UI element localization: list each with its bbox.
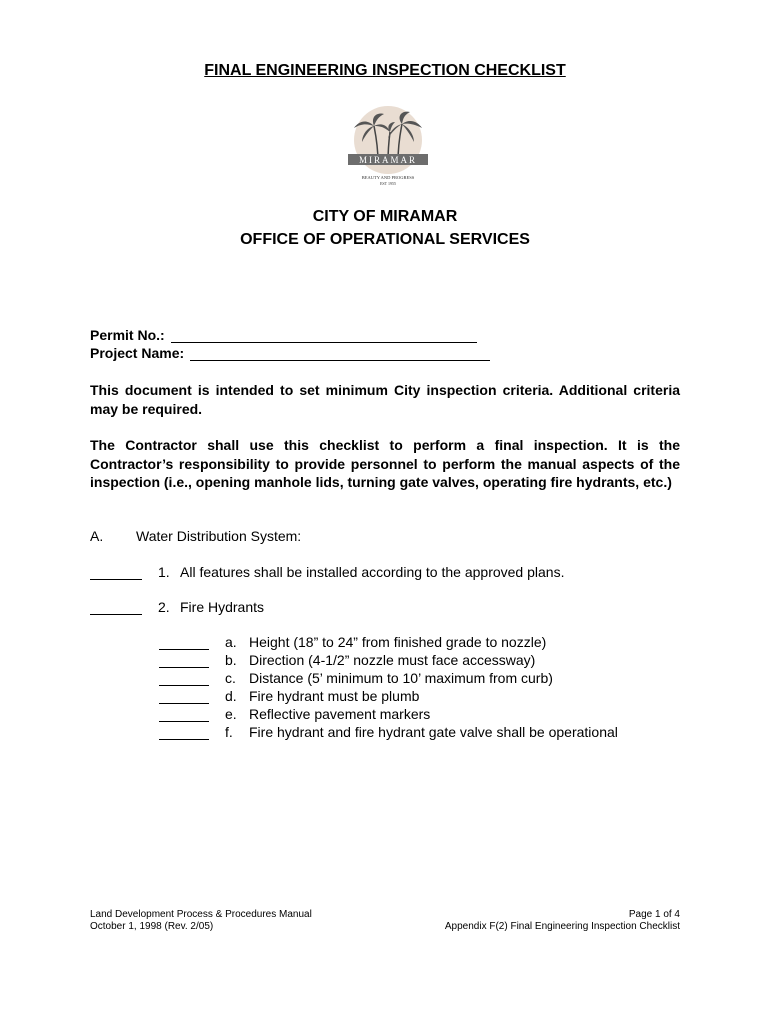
project-name-input-line[interactable] bbox=[190, 346, 490, 361]
footer-manual-title: Land Development Process & Procedures Manual bbox=[90, 909, 312, 920]
permit-field bbox=[90, 327, 477, 343]
footer-page-number: Page 1 of 4 bbox=[628, 909, 680, 920]
org-office: OFFICE OF OPERATIONAL SERVICES bbox=[240, 231, 530, 248]
item-text: All features shall be installed according to the approved plans. bbox=[180, 564, 565, 580]
miramar-seal-logo bbox=[340, 104, 436, 190]
footer-date: October 1, 1998 (Rev. 2/05) bbox=[90, 921, 214, 932]
subitem-text: Distance (5’ minimum to 10’ maximum from curb) bbox=[249, 670, 553, 686]
project-name-field bbox=[90, 345, 490, 361]
checklist-subitem bbox=[159, 670, 553, 686]
logo-wordmark: MIRAMAR bbox=[358, 155, 418, 165]
subitem-text: Fire hydrant and fire hydrant gate valve shall be operational bbox=[249, 724, 618, 740]
project-name-label: Project Name: bbox=[90, 345, 185, 361]
permit-label: Permit No.: bbox=[90, 327, 165, 343]
footer-right bbox=[445, 909, 680, 933]
intro-paragraph-contractor: The Contractor shall use this checklist to perform a final inspection. It is the Contractor’s responsibility to provide personnel to perform the manual aspects of the inspection (i.e., opening manhole lids, turning gate valves, operating fire hydrants, etc.) bbox=[90, 437, 680, 490]
logo-tagline: BEAUTY AND PROGRESS bbox=[361, 175, 415, 180]
checklist-blank[interactable] bbox=[90, 566, 142, 580]
item-text: Fire Hydrants bbox=[180, 599, 265, 615]
checklist-subitem bbox=[159, 688, 419, 704]
section-title: Water Distribution System: bbox=[136, 528, 302, 544]
subitem-letter: f. bbox=[225, 724, 233, 740]
org-name: CITY OF MIRAMAR bbox=[312, 208, 458, 225]
intro-paragraph-criteria: This document is intended to set minimum City inspection criteria. Additional criteria may be required. bbox=[90, 382, 680, 417]
subitem-text: Height (18” to 24” from finished grade to nozzle) bbox=[249, 634, 547, 650]
document-title: FINAL ENGINEERING INSPECTION CHECKLIST bbox=[204, 62, 566, 79]
checklist-blank[interactable] bbox=[90, 601, 142, 615]
subitem-text: Fire hydrant must be plumb bbox=[249, 688, 420, 704]
subitem-letter: e. bbox=[225, 706, 237, 722]
checklist-item bbox=[90, 599, 264, 615]
section-letter: A. bbox=[90, 528, 104, 544]
checklist-blank[interactable] bbox=[159, 672, 209, 686]
footer-appendix: Appendix F(2) Final Engineering Inspection Checklist bbox=[444, 921, 680, 932]
checklist-blank[interactable] bbox=[159, 654, 209, 668]
subitem-letter: c. bbox=[225, 670, 236, 686]
checklist-blank[interactable] bbox=[159, 690, 209, 704]
checklist-subitem bbox=[159, 652, 535, 668]
checklist-item bbox=[90, 564, 564, 580]
subitem-letter: b. bbox=[225, 652, 237, 668]
subitem-letter: d. bbox=[225, 688, 237, 704]
item-number: 2. bbox=[158, 599, 170, 615]
checklist-subitem bbox=[159, 724, 618, 740]
permit-input-line[interactable] bbox=[171, 328, 477, 343]
checklist-blank[interactable] bbox=[159, 726, 209, 740]
item-number: 1. bbox=[158, 564, 170, 580]
checklist-subitem bbox=[159, 634, 546, 650]
checklist-subitem bbox=[159, 706, 430, 722]
checklist-blank[interactable] bbox=[159, 636, 209, 650]
subitem-letter: a. bbox=[225, 634, 237, 650]
subitem-text: Direction (4-1/2” nozzle must face accessway) bbox=[249, 652, 536, 668]
subitem-text: Reflective pavement markers bbox=[249, 706, 431, 722]
checklist-blank[interactable] bbox=[159, 708, 209, 722]
footer-left bbox=[90, 909, 312, 933]
logo-established: EST 1955 bbox=[379, 181, 397, 186]
